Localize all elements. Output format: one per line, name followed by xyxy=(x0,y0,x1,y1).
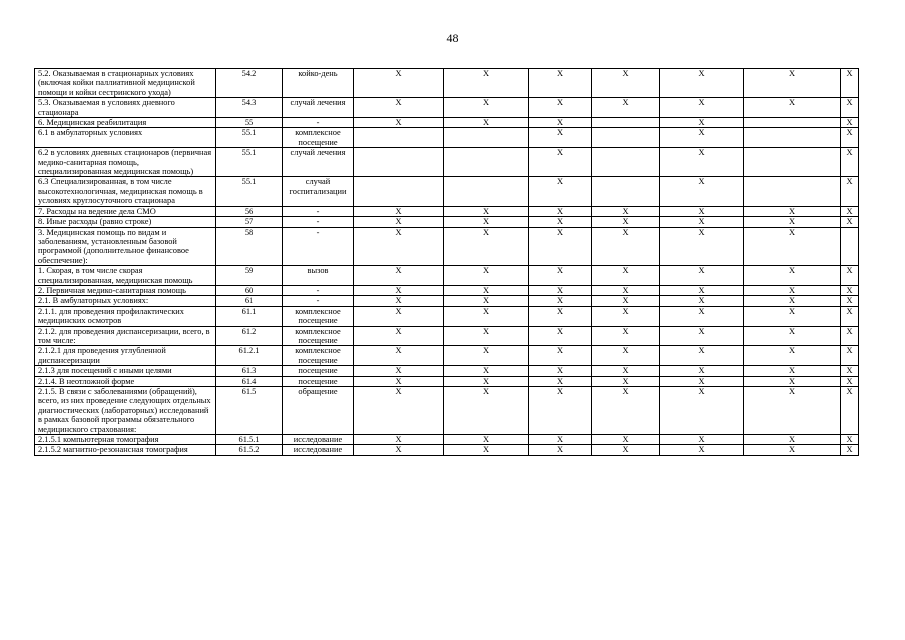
mark-cell: X xyxy=(592,217,660,227)
mark-cell: X xyxy=(660,148,744,177)
unit-cell: исследование xyxy=(283,445,354,455)
mark-cell: X xyxy=(444,118,529,128)
indicator-name-cell: 2.1.5. В связи с заболеваниями (обращений), всего, из них проведение следующих отдельных диагностических (лабораторных) исследований в рамках базовой программы обязательного медицинского страхования: xyxy=(35,387,216,435)
indicator-name-cell: 7. Расходы на ведение дела СМО xyxy=(35,206,216,216)
mark-cell: X xyxy=(660,98,744,118)
mark-cell: X xyxy=(529,177,592,206)
unit-cell: койко-день xyxy=(283,69,354,98)
mark-cell: X xyxy=(660,376,744,386)
mark-cell: X xyxy=(841,326,859,346)
mark-cell xyxy=(592,177,660,206)
mark-cell: X xyxy=(444,296,529,306)
row-number-cell: 55 xyxy=(216,118,283,128)
mark-cell xyxy=(592,128,660,148)
table-row xyxy=(35,266,859,286)
mark-cell: X xyxy=(444,306,529,326)
mark-cell: X xyxy=(444,69,529,98)
row-number-cell: 55.1 xyxy=(216,148,283,177)
mark-cell: X xyxy=(529,387,592,435)
mark-cell: X xyxy=(660,366,744,376)
mark-cell: X xyxy=(841,366,859,376)
mark-cell: X xyxy=(444,98,529,118)
mark-cell: X xyxy=(444,346,529,366)
row-number-cell: 55.1 xyxy=(216,128,283,148)
mark-cell: X xyxy=(841,285,859,295)
mark-cell: X xyxy=(444,435,529,445)
indicator-name-cell: 6.2 в условиях дневных стационаров (первичная медико-санитарная помощь, специализированная медицинская помощь) xyxy=(35,148,216,177)
mark-cell: X xyxy=(354,69,444,98)
row-number-cell: 61.1 xyxy=(216,306,283,326)
indicator-name-cell: 2.1. В амбулаторных условиях: xyxy=(35,296,216,306)
indicator-name-cell: 3. Медицинская помощь по видам и заболеваниям, установленным базовой программой (дополнительное финансовое обеспечение): xyxy=(35,227,216,266)
mark-cell: X xyxy=(529,296,592,306)
mark-cell: X xyxy=(660,128,744,148)
unit-cell: - xyxy=(283,227,354,266)
table-row xyxy=(35,128,859,148)
mark-cell: X xyxy=(354,285,444,295)
mark-cell: X xyxy=(592,206,660,216)
mark-cell: X xyxy=(660,435,744,445)
mark-cell: X xyxy=(444,387,529,435)
mark-cell: X xyxy=(354,206,444,216)
mark-cell: X xyxy=(841,217,859,227)
table-row xyxy=(35,177,859,206)
row-number-cell: 61 xyxy=(216,296,283,306)
row-number-cell: 61.2 xyxy=(216,326,283,346)
mark-cell xyxy=(744,177,841,206)
mark-cell xyxy=(444,128,529,148)
mark-cell xyxy=(592,118,660,128)
unit-cell: посещение xyxy=(283,376,354,386)
mark-cell: X xyxy=(444,366,529,376)
unit-cell: - xyxy=(283,206,354,216)
indicator-name-cell: 1. Скорая, в том числе скорая специализированная, медицинская помощь xyxy=(35,266,216,286)
table-row xyxy=(35,285,859,295)
unit-cell: комплексное посещение xyxy=(283,306,354,326)
row-number-cell: 61.3 xyxy=(216,366,283,376)
mark-cell: X xyxy=(354,98,444,118)
unit-cell: комплексное посещение xyxy=(283,128,354,148)
mark-cell: X xyxy=(841,148,859,177)
row-number-cell: 57 xyxy=(216,217,283,227)
table-row xyxy=(35,445,859,455)
mark-cell: X xyxy=(744,445,841,455)
mark-cell: X xyxy=(660,227,744,266)
indicator-name-cell: 2. Первичная медико-санитарная помощь xyxy=(35,285,216,295)
row-number-cell: 56 xyxy=(216,206,283,216)
mark-cell: X xyxy=(529,217,592,227)
mark-cell: X xyxy=(354,445,444,455)
mark-cell: X xyxy=(744,366,841,376)
unit-cell: обращение xyxy=(283,387,354,435)
indicator-name-cell: 8. Иные расходы (равно строке) xyxy=(35,217,216,227)
data-table xyxy=(34,68,859,456)
table-row xyxy=(35,366,859,376)
mark-cell: X xyxy=(841,296,859,306)
mark-cell: X xyxy=(744,285,841,295)
mark-cell: X xyxy=(841,118,859,128)
mark-cell: X xyxy=(592,98,660,118)
table-row xyxy=(35,387,859,435)
mark-cell: X xyxy=(592,326,660,346)
table-row xyxy=(35,118,859,128)
table-row xyxy=(35,227,859,266)
mark-cell xyxy=(444,177,529,206)
indicator-name-cell: 2.1.4. В неотложной форме xyxy=(35,376,216,386)
mark-cell: X xyxy=(529,118,592,128)
row-number-cell: 55.1 xyxy=(216,177,283,206)
mark-cell: X xyxy=(841,266,859,286)
mark-cell: X xyxy=(529,376,592,386)
unit-cell: случай лечения xyxy=(283,98,354,118)
mark-cell: X xyxy=(529,445,592,455)
mark-cell: X xyxy=(592,387,660,435)
table-row xyxy=(35,148,859,177)
mark-cell: X xyxy=(444,266,529,286)
table-row xyxy=(35,346,859,366)
mark-cell: X xyxy=(744,266,841,286)
mark-cell: X xyxy=(744,227,841,266)
mark-cell xyxy=(354,128,444,148)
indicator-name-cell: 6.3 Специализированная, в том числе высокотехнологичная, медицинская помощь в условиях круглосуточного стационара xyxy=(35,177,216,206)
mark-cell: X xyxy=(354,366,444,376)
mark-cell: X xyxy=(841,206,859,216)
mark-cell: X xyxy=(354,346,444,366)
mark-cell: X xyxy=(354,227,444,266)
mark-cell xyxy=(444,148,529,177)
row-number-cell: 61.4 xyxy=(216,376,283,386)
indicator-name-cell: 2.1.3 для посещений с иными целями xyxy=(35,366,216,376)
mark-cell: X xyxy=(744,387,841,435)
mark-cell: X xyxy=(529,206,592,216)
mark-cell: X xyxy=(660,445,744,455)
mark-cell: X xyxy=(744,376,841,386)
mark-cell: X xyxy=(529,346,592,366)
mark-cell: X xyxy=(354,387,444,435)
unit-cell: - xyxy=(283,118,354,128)
mark-cell: X xyxy=(592,266,660,286)
unit-cell: вызов xyxy=(283,266,354,286)
row-number-cell: 58 xyxy=(216,227,283,266)
mark-cell: X xyxy=(354,326,444,346)
mark-cell: X xyxy=(592,306,660,326)
table-row xyxy=(35,206,859,216)
mark-cell: X xyxy=(841,69,859,98)
mark-cell: X xyxy=(592,285,660,295)
unit-cell: случай госпитализации xyxy=(283,177,354,206)
mark-cell: X xyxy=(841,346,859,366)
mark-cell: X xyxy=(660,217,744,227)
mark-cell: X xyxy=(744,69,841,98)
mark-cell: X xyxy=(354,217,444,227)
mark-cell: X xyxy=(841,98,859,118)
mark-cell: X xyxy=(841,445,859,455)
mark-cell: X xyxy=(529,148,592,177)
mark-cell: X xyxy=(529,326,592,346)
mark-cell: X xyxy=(660,69,744,98)
mark-cell: X xyxy=(660,346,744,366)
table-row xyxy=(35,306,859,326)
mark-cell: X xyxy=(529,306,592,326)
mark-cell: X xyxy=(529,266,592,286)
table-row xyxy=(35,326,859,346)
mark-cell xyxy=(354,177,444,206)
mark-cell: X xyxy=(444,227,529,266)
row-number-cell: 60 xyxy=(216,285,283,295)
mark-cell: X xyxy=(444,326,529,346)
unit-cell: исследование xyxy=(283,435,354,445)
mark-cell: X xyxy=(744,296,841,306)
mark-cell xyxy=(354,148,444,177)
mark-cell: X xyxy=(529,69,592,98)
table-row xyxy=(35,296,859,306)
unit-cell: посещение xyxy=(283,366,354,376)
mark-cell: X xyxy=(660,285,744,295)
row-number-cell: 54.2 xyxy=(216,69,283,98)
mark-cell: X xyxy=(841,376,859,386)
row-number-cell: 61.2.1 xyxy=(216,346,283,366)
mark-cell: X xyxy=(354,435,444,445)
row-number-cell: 59 xyxy=(216,266,283,286)
table-row xyxy=(35,435,859,445)
indicator-name-cell: 2.1.5.2 магнитно-резонансная томография xyxy=(35,445,216,455)
mark-cell: X xyxy=(592,346,660,366)
mark-cell xyxy=(841,227,859,266)
mark-cell: X xyxy=(660,118,744,128)
mark-cell: X xyxy=(444,217,529,227)
unit-cell: - xyxy=(283,285,354,295)
mark-cell: X xyxy=(744,98,841,118)
mark-cell: X xyxy=(841,387,859,435)
mark-cell xyxy=(744,118,841,128)
mark-cell: X xyxy=(592,445,660,455)
mark-cell: X xyxy=(660,206,744,216)
mark-cell: X xyxy=(529,227,592,266)
indicator-name-cell: 5.2. Оказываемая в стационарных условиях (включая койки паллиативной медицинской помощи и койки сестринского ухода) xyxy=(35,69,216,98)
row-number-cell: 61.5.2 xyxy=(216,445,283,455)
indicator-name-cell: 6.1 в амбулаторных условиях xyxy=(35,128,216,148)
indicator-name-cell: 5.3. Оказываемая в условиях дневного стационара xyxy=(35,98,216,118)
row-number-cell: 61.5 xyxy=(216,387,283,435)
mark-cell: X xyxy=(660,306,744,326)
indicator-name-cell: 2.1.2.1 для проведения углубленной диспансеризации xyxy=(35,346,216,366)
mark-cell: X xyxy=(592,376,660,386)
mark-cell: X xyxy=(444,376,529,386)
mark-cell: X xyxy=(841,306,859,326)
mark-cell: X xyxy=(592,366,660,376)
mark-cell: X xyxy=(660,326,744,346)
row-number-cell: 54.3 xyxy=(216,98,283,118)
mark-cell xyxy=(744,128,841,148)
unit-cell: комплексное посещение xyxy=(283,346,354,366)
mark-cell: X xyxy=(354,296,444,306)
mark-cell: X xyxy=(744,346,841,366)
mark-cell xyxy=(744,148,841,177)
mark-cell: X xyxy=(744,206,841,216)
mark-cell: X xyxy=(841,435,859,445)
unit-cell: случай лечения xyxy=(283,148,354,177)
mark-cell: X xyxy=(660,266,744,286)
mark-cell: X xyxy=(444,206,529,216)
table-row xyxy=(35,376,859,386)
mark-cell xyxy=(592,148,660,177)
mark-cell: X xyxy=(444,285,529,295)
row-number-cell: 61.5.1 xyxy=(216,435,283,445)
unit-cell: комплексное посещение xyxy=(283,326,354,346)
unit-cell: - xyxy=(283,217,354,227)
table-row xyxy=(35,98,859,118)
mark-cell: X xyxy=(592,69,660,98)
mark-cell: X xyxy=(660,177,744,206)
unit-cell: - xyxy=(283,296,354,306)
mark-cell: X xyxy=(444,445,529,455)
mark-cell: X xyxy=(744,217,841,227)
table-row xyxy=(35,69,859,98)
table-row xyxy=(35,217,859,227)
mark-cell: X xyxy=(660,387,744,435)
mark-cell: X xyxy=(529,366,592,376)
indicator-name-cell: 2.1.5.1 компьютерная томография xyxy=(35,435,216,445)
indicator-name-cell: 2.1.2. для проведения диспансеризации, всего, в том числе: xyxy=(35,326,216,346)
mark-cell: X xyxy=(592,227,660,266)
mark-cell: X xyxy=(660,296,744,306)
mark-cell: X xyxy=(744,435,841,445)
mark-cell: X xyxy=(354,306,444,326)
mark-cell: X xyxy=(529,98,592,118)
mark-cell: X xyxy=(841,128,859,148)
mark-cell: X xyxy=(354,266,444,286)
mark-cell: X xyxy=(841,177,859,206)
mark-cell: X xyxy=(744,326,841,346)
mark-cell: X xyxy=(529,128,592,148)
page-number: 48 xyxy=(446,31,459,45)
mark-cell: X xyxy=(529,285,592,295)
mark-cell: X xyxy=(529,435,592,445)
mark-cell: X xyxy=(744,306,841,326)
indicator-name-cell: 6. Медицинская реабилитация xyxy=(35,118,216,128)
mark-cell: X xyxy=(592,296,660,306)
mark-cell: X xyxy=(592,435,660,445)
mark-cell: X xyxy=(354,118,444,128)
mark-cell: X xyxy=(354,376,444,386)
indicator-name-cell: 2.1.1. для проведения профилактических медицинских осмотров xyxy=(35,306,216,326)
